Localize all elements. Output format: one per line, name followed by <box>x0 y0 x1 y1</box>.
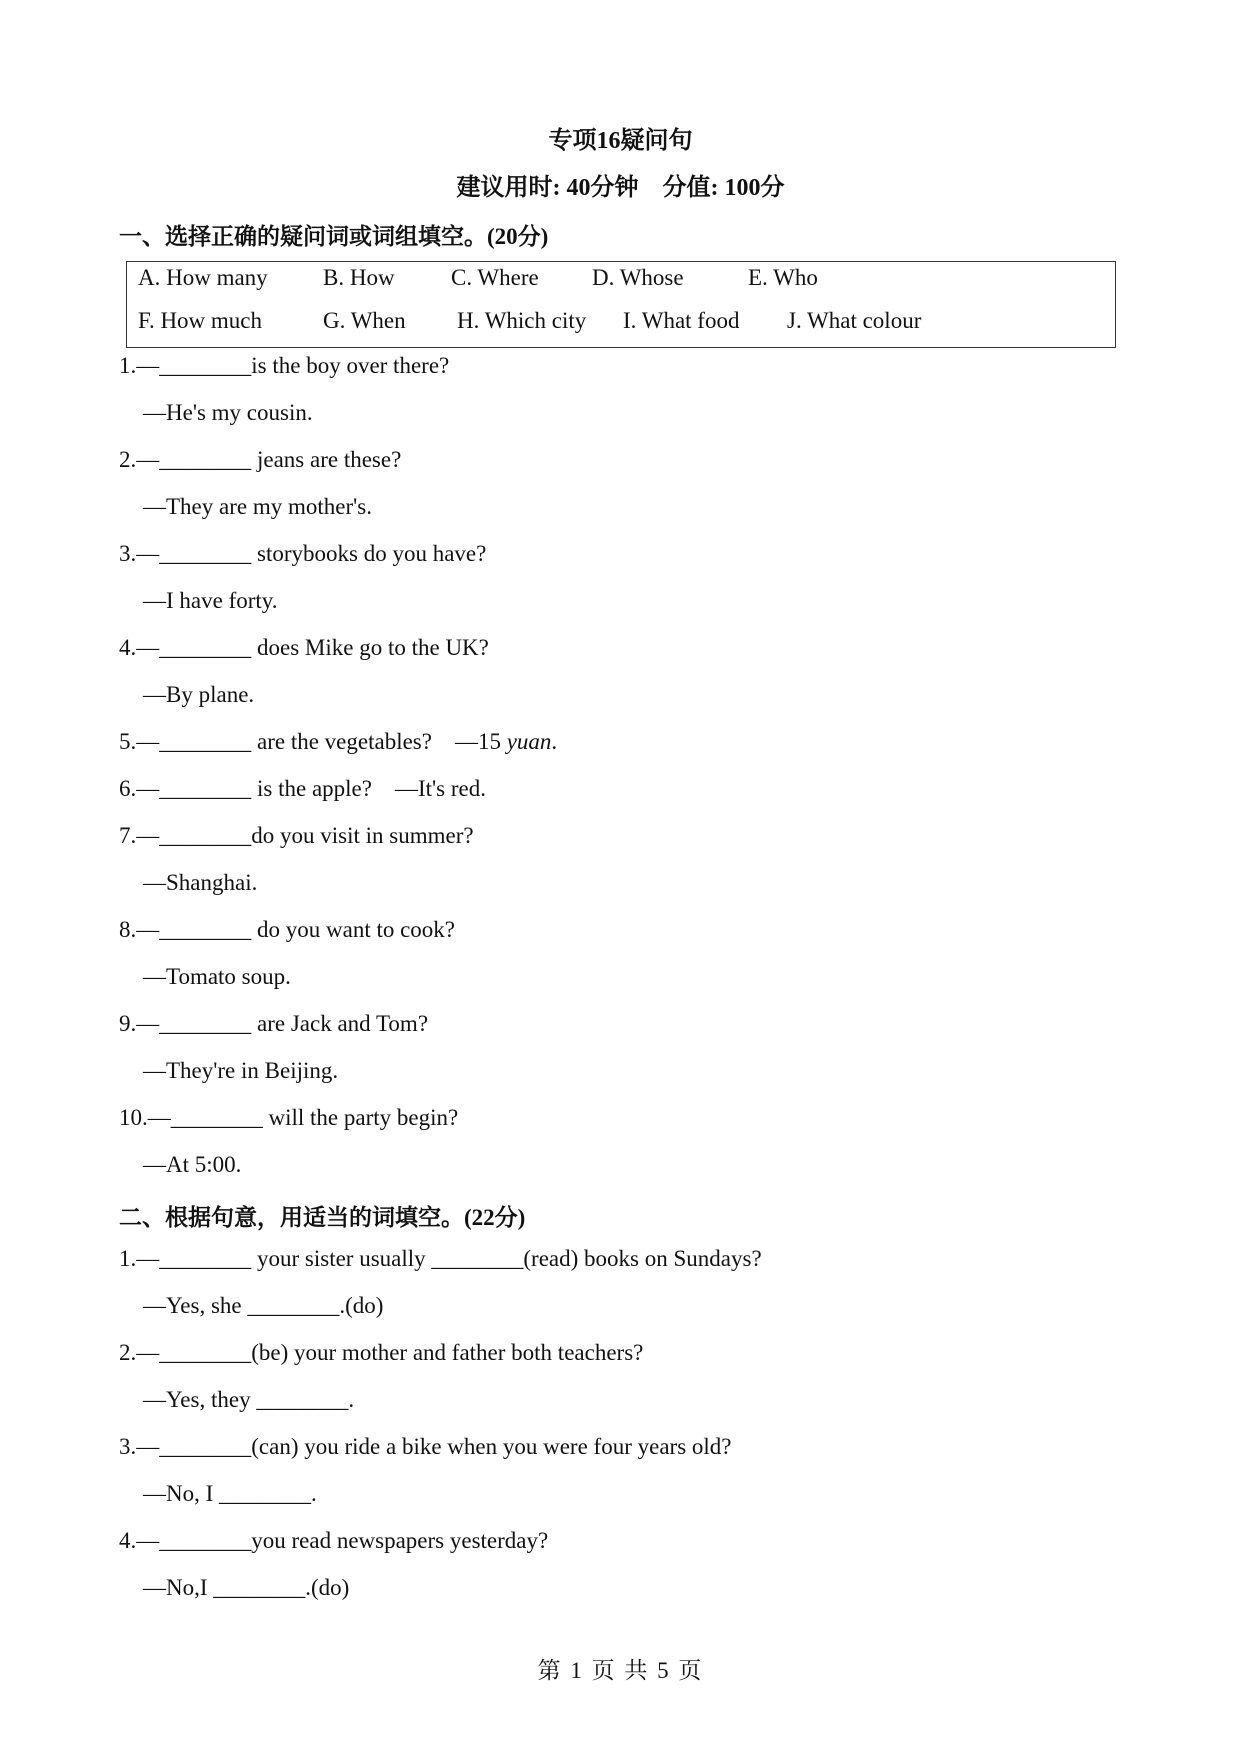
s2-answer-2: —Yes, they ________. <box>143 1387 355 1412</box>
option-g: G. When <box>323 308 406 333</box>
option-a: A. How many <box>138 265 268 290</box>
s1-answer-7: —Shanghai. <box>143 870 258 895</box>
s1-question-5-text: 5.—________ are the vegetables? —15 <box>119 729 507 754</box>
s1-question-9: 9.—________ are Jack and Tom? <box>119 1011 429 1036</box>
page-subtitle: 建议用时: 40分钟 分值: 100分 <box>456 175 785 201</box>
s1-question-1: 1.—________is the boy over there? <box>119 353 450 378</box>
s1-answer-3: —I have forty. <box>143 588 278 613</box>
page-title: 专项16疑问句 <box>548 128 693 154</box>
s1-question-10: 10.—________ will the party begin? <box>119 1105 459 1130</box>
page-footer: 第 1 页 共 5 页 <box>537 1658 704 1683</box>
s1-question-8: 8.—________ do you want to cook? <box>119 917 456 942</box>
section-2-heading: 二、根据句意，用适当的词填空。(22分) <box>119 1205 526 1230</box>
option-d: D. Whose <box>592 265 684 290</box>
s1-question-2: 2.—________ jeans are these? <box>119 447 402 472</box>
s1-answer-10: —At 5:00. <box>143 1152 242 1177</box>
s1-answer-2: —They are my mother's. <box>143 494 372 519</box>
s1-question-5-end: . <box>551 729 558 754</box>
s2-question-1: 1.—________ your sister usually ________(read) books on Sundays? <box>119 1246 762 1271</box>
s2-answer-3: —No, I ________. <box>143 1481 317 1506</box>
s1-answer-8: —Tomato soup. <box>143 964 291 989</box>
option-i: I. What food <box>623 308 740 333</box>
s2-answer-1: —Yes, she ________.(do) <box>143 1293 384 1318</box>
option-f: F. How much <box>138 308 263 333</box>
option-c: C. Where <box>451 265 539 290</box>
s1-question-3: 3.—________ storybooks do you have? <box>119 541 487 566</box>
s2-question-3: 3.—________(can) you ride a bike when you were four years old? <box>119 1434 732 1459</box>
s1-question-5-unit: yuan <box>506 729 552 754</box>
section-1-heading: 一、选择正确的疑问词或词组填空。(20分) <box>119 224 549 249</box>
s2-question-2: 2.—________(be) your mother and father both teachers? <box>119 1340 644 1365</box>
s1-question-4: 4.—________ does Mike go to the UK? <box>119 635 489 660</box>
s1-question-5 <box>119 729 557 755</box>
s2-question-4: 4.—________you read newspapers yesterday? <box>119 1528 549 1553</box>
option-j: J. What colour <box>787 308 922 333</box>
s2-answer-4: —No,I ________.(do) <box>143 1575 350 1600</box>
s1-answer-1: —He's my cousin. <box>143 400 313 425</box>
s1-answer-4: —By plane. <box>143 682 255 707</box>
s1-answer-9: —They're in Beijing. <box>143 1058 339 1083</box>
s1-question-6: 6.—________ is the apple? —It's red. <box>119 776 486 801</box>
option-b: B. How <box>323 265 395 290</box>
s1-question-7: 7.—________do you visit in summer? <box>119 823 474 848</box>
option-e: E. Who <box>748 265 818 290</box>
option-h: H. Which city <box>457 308 587 333</box>
